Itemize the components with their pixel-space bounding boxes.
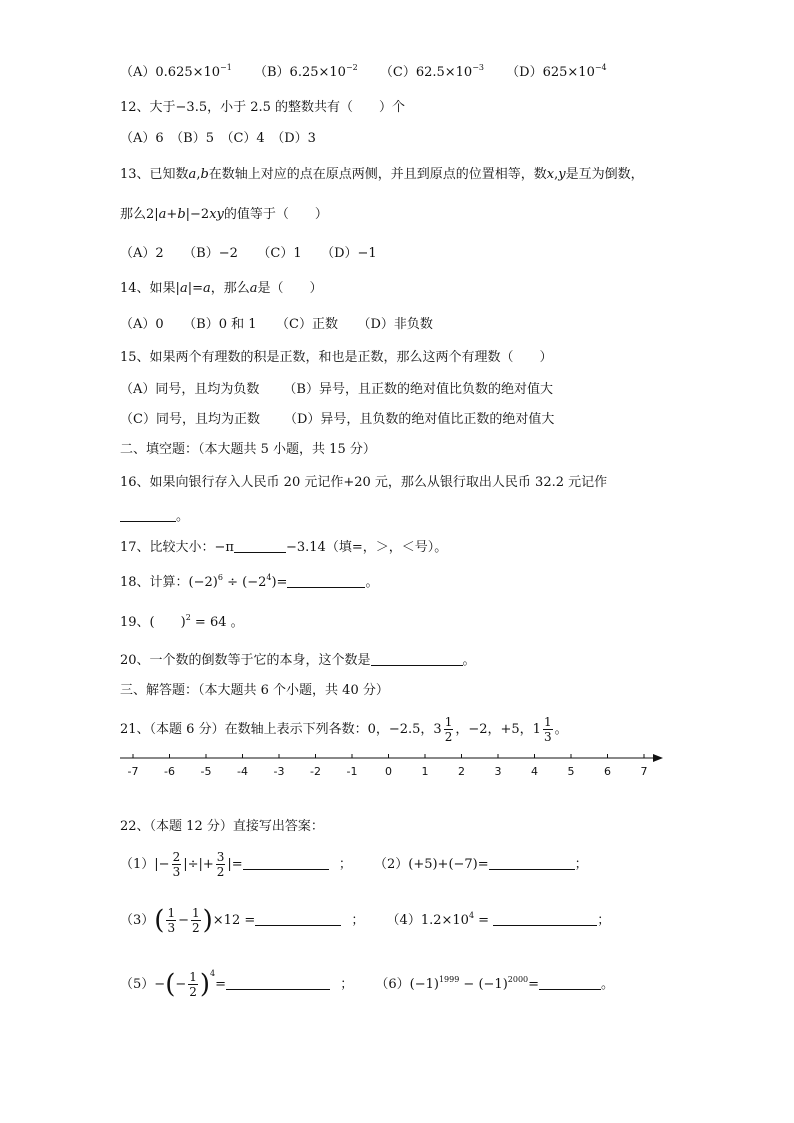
q22-i5-label: （5） xyxy=(120,977,155,992)
q22-i3-frac2 xyxy=(191,906,201,935)
q20-p1: 20、一个数的倒数等于它的本身，这个数是 xyxy=(120,653,371,668)
q18-close: )= xyxy=(271,575,288,590)
q22-i3-end: ； xyxy=(351,913,365,928)
q13-l2-c: + xyxy=(166,207,178,222)
q13-stem xyxy=(120,166,644,184)
q11-option-d: 625×10 xyxy=(542,65,595,80)
q13-var-x: x xyxy=(546,167,555,182)
q13-comma: , xyxy=(196,167,201,182)
q13-l2-e: |−2 xyxy=(185,207,210,222)
q22-i1-d1: 3 xyxy=(172,865,181,879)
number-line-label: 1 xyxy=(421,765,429,778)
q13-l2-b: a xyxy=(158,207,167,222)
q22-item-1 xyxy=(120,850,588,879)
q18-exp2: 4 xyxy=(266,573,272,582)
q11-option-c-exp: −3 xyxy=(472,63,485,72)
q17-stem xyxy=(120,538,447,557)
q21-frac2-num: 1 xyxy=(543,715,552,729)
q22-item-3 xyxy=(120,906,610,935)
q22-i6-b2: (−1) xyxy=(478,977,508,992)
q18-stem xyxy=(120,573,378,592)
q13-var-a: a xyxy=(188,167,197,182)
q22-i3-times: ×12 = xyxy=(212,913,256,928)
q16-blank[interactable] xyxy=(120,507,176,522)
q17-p2: −3.14（填=，＞，＜号）。 xyxy=(285,540,448,555)
q22-i2-end: ； xyxy=(574,857,588,872)
q22-i1-end: ； xyxy=(338,857,352,872)
q22-i1-a: |− xyxy=(154,857,170,872)
q22-i6-end: 。 xyxy=(601,977,615,992)
q21-whole2: 1 xyxy=(532,722,541,737)
q22-item-5 xyxy=(120,970,614,999)
q11-option-c-label: （C） xyxy=(379,65,416,80)
section-3-heading: 三、解答题：（本大题共 6 个小题，共 40 分） xyxy=(120,683,389,698)
q22-i5-lparen: ( xyxy=(165,969,176,1000)
number-line-label: -6 xyxy=(164,765,175,778)
q22-i2-label: （2） xyxy=(373,857,409,872)
q14-v2: a xyxy=(202,281,211,296)
number-line xyxy=(115,748,665,784)
q22-i6-eq: = xyxy=(528,977,540,992)
q11-option-d-label: （D） xyxy=(506,65,543,80)
q22-i1-n1: 2 xyxy=(172,850,181,864)
q18-base2: (−2 xyxy=(242,575,267,590)
number-line-label: -5 xyxy=(200,765,212,778)
q22-i6-b1: (−1) xyxy=(409,977,439,992)
q22-i6-label: （6） xyxy=(375,977,410,992)
q22-i5-neg: − xyxy=(175,977,187,992)
q12-stem: 12、大于−3.5，小于 2.5 的整数共有（ ）个 xyxy=(120,100,406,115)
q22-i5-eq: = xyxy=(215,977,227,992)
q22-i1-blank[interactable] xyxy=(243,855,329,870)
q13-line2 xyxy=(120,206,328,224)
q22-i1-n2: 3 xyxy=(216,850,225,864)
q22-i4-end: ； xyxy=(597,913,611,928)
q18-p1: 18、计算： xyxy=(120,575,189,590)
section-2-heading: 二、填空题：（本大题共 5 小题，共 15 分） xyxy=(120,442,376,457)
q21-p1: 21、（本题 6 分）在数轴上表示下列各数：0，−2.5， xyxy=(120,722,434,737)
q11-option-b-exp: −2 xyxy=(345,63,358,72)
q20-stem xyxy=(120,651,476,670)
q22-i6-e1: 1999 xyxy=(438,975,460,984)
q18-blank[interactable] xyxy=(287,573,365,588)
q17-p1: 17、比较大小：−π xyxy=(120,540,234,555)
q18-base1: (−2) xyxy=(188,575,218,590)
q16-end: 。 xyxy=(176,509,190,524)
q15-stem: 15、如果两个有理数的积是正数，和也是正数，那么这两个有理数（ ） xyxy=(120,350,553,365)
q13-var-y: y xyxy=(558,167,566,182)
q21-frac2-den: 3 xyxy=(543,730,552,744)
q22-i2-expr: (+5)+(−7)= xyxy=(408,857,489,872)
number-line-label: -2 xyxy=(310,765,321,778)
q22-i1-c: |= xyxy=(227,857,243,872)
number-line-label: -3 xyxy=(273,765,285,778)
q21-stem xyxy=(120,715,568,744)
q22-i5-n: 1 xyxy=(189,970,197,984)
q21-whole1: 3 xyxy=(433,722,442,737)
number-line-label: 6 xyxy=(604,765,611,778)
q13-text-2: 在数轴上对应的点在原点两侧，并且到原点的位置相等，数 xyxy=(208,167,547,182)
number-line-label: 0 xyxy=(385,765,392,778)
q13-comma-2: , xyxy=(554,167,559,182)
q11-option-a: 0.625×10 xyxy=(155,65,221,80)
q19-exp: 2 xyxy=(185,613,191,622)
q11-option-d-exp: −4 xyxy=(594,63,607,72)
q22-i1-d2: 2 xyxy=(216,865,225,879)
q22-i4-expr: 1.2×10 xyxy=(420,913,469,928)
number-line-label: 5 xyxy=(567,765,575,778)
number-line-arrow-icon xyxy=(653,754,663,762)
q22-i5-minus: − xyxy=(154,977,166,992)
q22-i3-minus: − xyxy=(178,913,189,928)
q22-i3-n2: 1 xyxy=(191,906,200,920)
q22-i5-exp: 4 xyxy=(210,969,216,978)
q22-i5-rparen: ) xyxy=(199,969,211,1000)
q22-i4-label: （4） xyxy=(386,913,421,928)
q21-end: 。 xyxy=(554,722,568,737)
q22-i3-lparen: ( xyxy=(154,905,165,936)
q19-blank[interactable]: ( ) xyxy=(149,615,186,630)
q22-stem: 22、（本题 12 分）直接写出答案： xyxy=(120,819,324,834)
q11-option-a-exp: −1 xyxy=(220,63,232,72)
q13-l2-g: 的值等于（ ） xyxy=(223,207,328,222)
q15-options-ab xyxy=(120,381,553,399)
q13-text-3: 是互为倒数， xyxy=(565,167,644,182)
q13-var-b: b xyxy=(200,167,209,182)
q11-option-c: 62.5×10 xyxy=(415,65,473,80)
number-line-label: 7 xyxy=(640,765,648,778)
number-line-label: -4 xyxy=(237,765,248,778)
q22-i5-blank[interactable] xyxy=(226,975,330,990)
q15-option-d: （D）异号，且负数的绝对值比正数的绝对值大 xyxy=(283,412,555,427)
q22-i2-blank[interactable] xyxy=(489,855,575,870)
q14-p1: 14、如果| xyxy=(120,281,180,296)
q11-option-a-label: （A） xyxy=(120,65,156,80)
q19-p1: 19、 xyxy=(120,615,150,630)
q21-frac2 xyxy=(543,715,553,744)
q12-options: （A）6 （B）5 （C）4 （D）3 xyxy=(120,131,316,146)
q13-l2-f: xy xyxy=(209,207,224,222)
q22-i3-blank[interactable] xyxy=(255,911,341,926)
q13-text: 13、已知数 xyxy=(120,167,189,182)
q21-frac1 xyxy=(444,715,454,744)
q11-option-b-label: （B） xyxy=(253,65,290,80)
q22-i5-frac xyxy=(188,970,198,999)
q19-p2: = 64 。 xyxy=(190,615,244,630)
q16-answer-line xyxy=(120,507,189,526)
q11-options xyxy=(120,64,607,82)
q14-v3: a xyxy=(249,281,258,296)
q22-i4-exp: 4 xyxy=(468,911,475,920)
q22-i3-n1: 1 xyxy=(167,906,176,920)
q22-i5-end: ； xyxy=(340,977,354,992)
q14-p2: |= xyxy=(187,281,203,296)
q21-frac1-num: 1 xyxy=(444,715,453,729)
q17-blank[interactable] xyxy=(234,538,286,553)
q22-i6-minus: − xyxy=(459,977,479,992)
q14-p4: 是（ ） xyxy=(257,281,323,296)
q22-i3-frac1 xyxy=(166,906,176,935)
q14-p3: ，那么 xyxy=(210,281,250,296)
q18-end: 。 xyxy=(365,575,379,590)
q22-i4-blank[interactable] xyxy=(493,911,597,926)
q15-option-b: （B）异号，且正数的绝对值比负数的绝对值大 xyxy=(283,382,553,397)
q22-i4-eq: = xyxy=(474,913,494,928)
q16-stem: 16、如果向银行存入人民币 20 元记作+20 元，那么从银行取出人民币 32.2 元记作 xyxy=(120,475,608,490)
number-line-label: 2 xyxy=(458,765,465,778)
q20-blank[interactable] xyxy=(371,651,463,666)
number-line-label: -1 xyxy=(346,765,358,778)
q21-frac1-den: 2 xyxy=(444,730,453,744)
q22-i3-rparen: ) xyxy=(202,905,213,936)
q14-stem xyxy=(120,280,323,298)
q22-i3-d2: 2 xyxy=(191,921,200,935)
q22-i1-frac1 xyxy=(172,850,182,879)
q18-exp1: 6 xyxy=(217,573,223,582)
q22-i1-label: （1） xyxy=(120,857,155,872)
q15-option-a: （A）同号，且均为负数 xyxy=(120,382,260,397)
q14-v1: a xyxy=(179,281,188,296)
number-line-label: 3 xyxy=(494,765,502,778)
q15-options-cd xyxy=(120,411,554,429)
number-line-label: -7 xyxy=(127,765,139,778)
q22-i3-d1: 3 xyxy=(167,921,176,935)
q13-options: （A）2 （B）−2 （C）1 （D）−1 xyxy=(120,246,377,261)
q21-p2: ，−2，+5， xyxy=(455,722,533,737)
q15-option-c: （C）同号，且均为正数 xyxy=(120,412,260,427)
q19-stem xyxy=(120,614,244,632)
q22-i3-label: （3） xyxy=(120,913,155,928)
q22-i5-d: 2 xyxy=(189,985,197,999)
q22-i6-e2: 2000 xyxy=(507,975,529,984)
q22-i1-b: |÷|+ xyxy=(183,857,214,872)
q13-l2-d: b xyxy=(177,207,186,222)
q13-l2-a: 那么2| xyxy=(120,207,159,222)
q20-end: 。 xyxy=(462,653,476,668)
q18-op: ÷ xyxy=(222,575,243,590)
number-line-label: 4 xyxy=(531,765,538,778)
q11-option-b: 6.25×10 xyxy=(289,65,346,80)
q22-i1-frac2 xyxy=(216,850,226,879)
q22-i6-blank[interactable] xyxy=(539,975,601,990)
q14-options: （A）0 （B）0 和 1 （C）正数 （D）非负数 xyxy=(120,317,433,332)
